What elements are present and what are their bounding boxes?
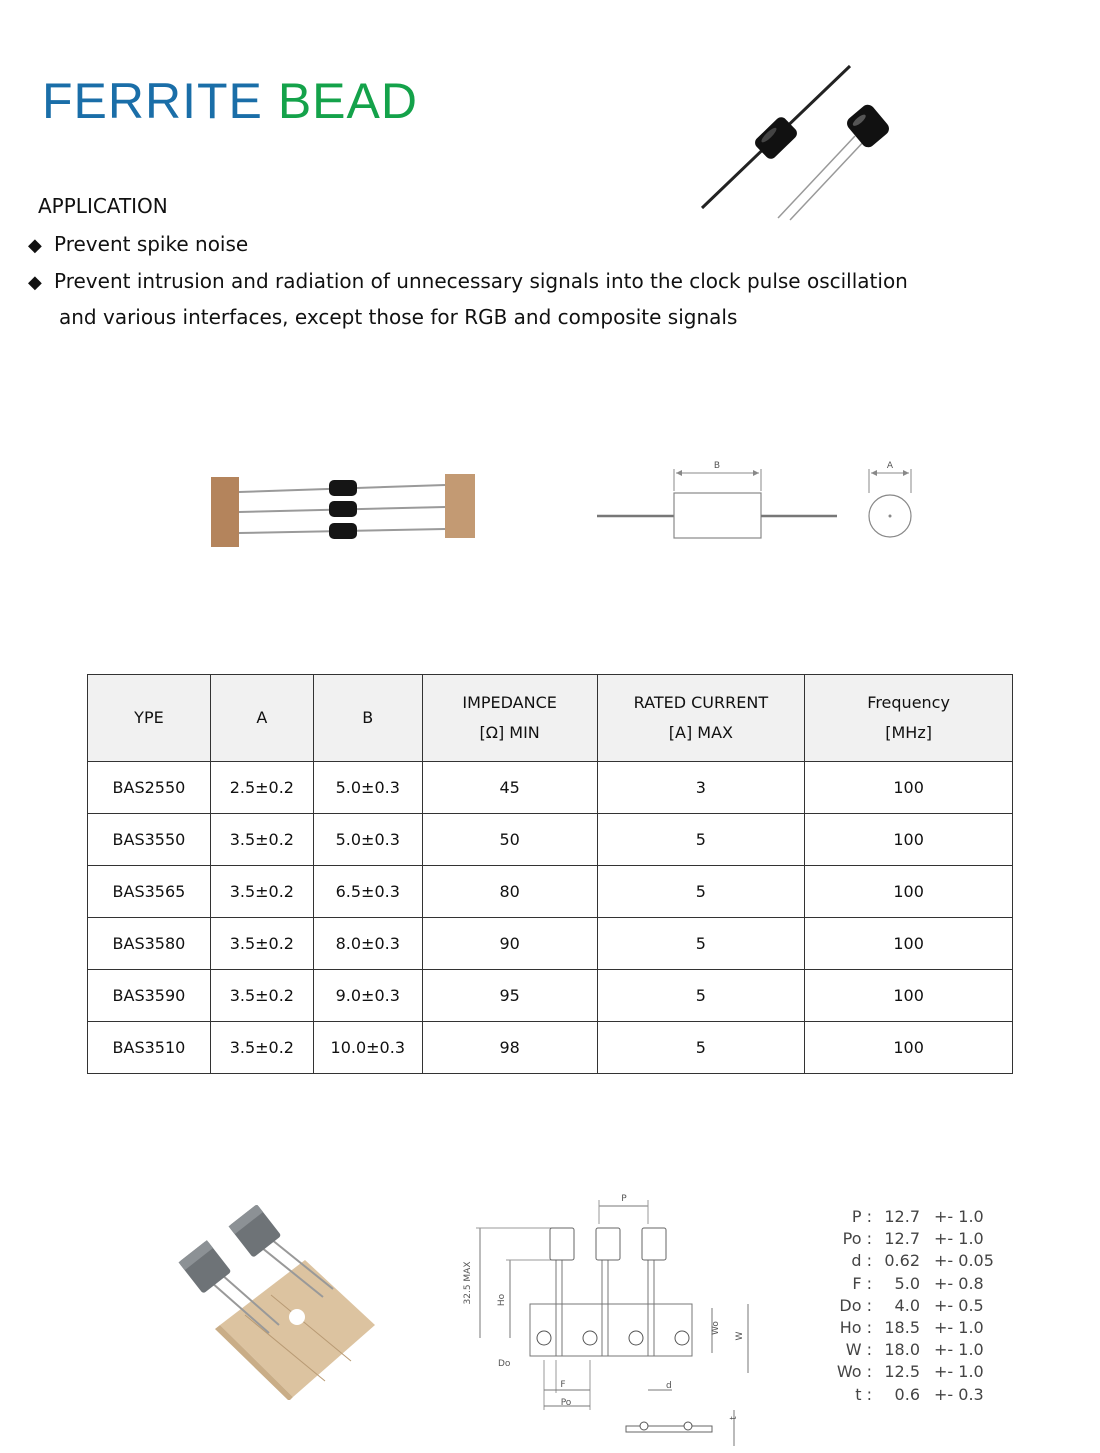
taping-label-p: P — [621, 1194, 627, 1204]
cell-impedance: 50 — [422, 814, 597, 866]
tolerance-row: Po : 12.7 +- 1.0 — [842, 1229, 984, 1249]
cell-rated-current: 5 — [597, 866, 805, 918]
cell-b: 6.5±0.3 — [313, 866, 422, 918]
cell-type: BAS3510 — [88, 1022, 211, 1074]
cell-a: 3.5±0.2 — [210, 866, 313, 918]
table-row — [88, 1022, 1013, 1074]
taping-dimension-drawing — [462, 1188, 762, 1450]
title-word-ferrite: FERRITE — [42, 73, 263, 129]
bullet-text: Prevent intrusion and radiation of unnecessary signals into the clock pulse oscillation — [54, 269, 908, 293]
cell-type: BAS3550 — [88, 814, 211, 866]
dimension-label-a: A — [886, 461, 894, 471]
cell-a: 3.5±0.2 — [210, 814, 313, 866]
diamond-bullet-icon: ◆ — [28, 235, 42, 256]
diamond-bullet-icon: ◆ — [28, 272, 42, 293]
cell-impedance: 95 — [422, 970, 597, 1022]
cell-type: BAS3580 — [88, 918, 211, 970]
tolerance-row: d : 0.62 +- 0.05 — [851, 1251, 994, 1271]
application-bullet — [28, 263, 908, 301]
cell-rated-current: 5 — [597, 1022, 805, 1074]
column-header-impedance: IMPEDANCE [Ω] MIN — [422, 675, 597, 762]
taping-label-do: Do — [498, 1359, 511, 1369]
column-header-frequency: Frequency [MHz] — [805, 675, 1013, 762]
cell-b: 9.0±0.3 — [313, 970, 422, 1022]
table-row — [88, 918, 1013, 970]
cell-type: BAS3590 — [88, 970, 211, 1022]
tolerance-row: Do : 4.0 +- 0.5 — [839, 1295, 984, 1315]
taping-label-po: Po — [560, 1398, 572, 1408]
bullet-text: Prevent spike noise — [54, 232, 249, 256]
cell-frequency: 100 — [805, 1022, 1013, 1074]
cell-b: 8.0±0.3 — [313, 918, 422, 970]
taped-beads-photo — [205, 465, 485, 560]
application-bullet-continuation: and various interfaces, except those for RGB and composite signals — [59, 305, 738, 329]
tolerance-row: W : 18.0 +- 1.0 — [845, 1340, 984, 1360]
taping-label-max: 32.5 MAX — [463, 1261, 473, 1305]
title-word-bead: BEAD — [277, 73, 418, 129]
cell-a: 3.5±0.2 — [210, 1022, 313, 1074]
application-bullet — [28, 226, 248, 264]
page-title — [42, 72, 418, 130]
cell-b: 5.0±0.3 — [313, 762, 422, 814]
table-row — [88, 762, 1013, 814]
cell-impedance: 98 — [422, 1022, 597, 1074]
cell-impedance: 45 — [422, 762, 597, 814]
cell-frequency: 100 — [805, 866, 1013, 918]
cell-type: BAS2550 — [88, 762, 211, 814]
tolerance-row: F : 5.0 +- 0.8 — [852, 1273, 984, 1293]
taping-label-d: d — [666, 1381, 672, 1391]
cell-a: 3.5±0.2 — [210, 970, 313, 1022]
cell-type: BAS3565 — [88, 866, 211, 918]
column-header-b: B — [313, 675, 422, 762]
product-photo-beads — [690, 60, 900, 230]
taping-label-w: W — [735, 1331, 745, 1341]
table-row — [88, 866, 1013, 918]
radial-taped-beads-photo — [175, 1205, 390, 1400]
cell-rated-current: 5 — [597, 814, 805, 866]
cell-frequency: 100 — [805, 814, 1013, 866]
cell-impedance: 80 — [422, 866, 597, 918]
column-header-type: YPE — [88, 675, 211, 762]
taping-label-t: t — [729, 1416, 739, 1420]
tolerance-row: t : 0.6 +- 0.3 — [855, 1384, 984, 1404]
table-header-row — [88, 675, 1013, 762]
cell-impedance: 90 — [422, 918, 597, 970]
tolerance-row: P : 12.7 +- 1.0 — [851, 1207, 984, 1226]
cell-rated-current: 3 — [597, 762, 805, 814]
cell-rated-current: 5 — [597, 970, 805, 1022]
taping-label-ho: Ho — [497, 1293, 507, 1307]
cell-frequency: 100 — [805, 970, 1013, 1022]
taping-label-wo: Wo — [711, 1321, 721, 1335]
dimension-drawing — [592, 455, 922, 550]
application-heading: APPLICATION — [38, 194, 168, 218]
cell-a: 3.5±0.2 — [210, 918, 313, 970]
cell-a: 2.5±0.2 — [210, 762, 313, 814]
cell-frequency: 100 — [805, 918, 1013, 970]
cell-rated-current: 5 — [597, 918, 805, 970]
column-header-a: A — [210, 675, 313, 762]
table-row — [88, 970, 1013, 1022]
taping-label-f: F — [560, 1380, 566, 1390]
dimension-label-b: B — [713, 461, 721, 471]
cell-b: 5.0±0.3 — [313, 814, 422, 866]
cell-frequency: 100 — [805, 762, 1013, 814]
cell-b: 10.0±0.3 — [313, 1022, 422, 1074]
tolerance-row: Wo : 12.5 +- 1.0 — [836, 1362, 984, 1382]
table-row — [88, 814, 1013, 866]
tolerance-list — [826, 1206, 996, 1406]
column-header-rated-current: RATED CURRENT [A] MAX — [597, 675, 805, 762]
spec-table — [87, 674, 1013, 1074]
tolerance-row: Ho : 18.5 +- 1.0 — [839, 1317, 984, 1337]
